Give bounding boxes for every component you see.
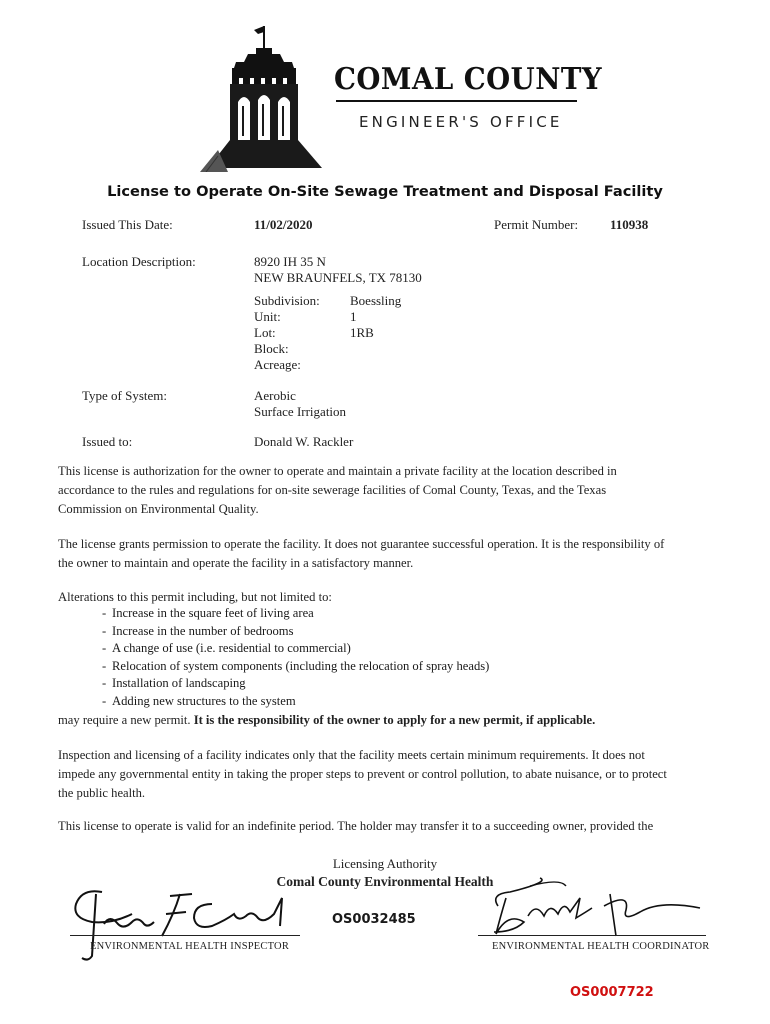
address-line-1: 8920 IH 35 N	[254, 254, 326, 269]
authorization-paragraph: This license is authorization for the owner to operate and maintain a private facility at the location described in accordance to the rules and regulations for on-site sewerage facilities of Comal County, Texas, and the Texas Commission on Environmental Quality.	[58, 464, 617, 516]
org-name-underline	[336, 100, 577, 102]
inspector-signature-line	[70, 935, 300, 936]
courthouse-tower-logo	[198, 22, 338, 172]
lot-label: Lot:	[254, 325, 276, 340]
inspector-signature	[62, 884, 302, 964]
coordinator-signature-line	[478, 935, 706, 936]
lot-value: 1RB	[350, 325, 374, 340]
system-type-label: Type of System:	[82, 388, 168, 403]
issued-to-value: Donald W. Rackler	[254, 434, 354, 449]
system-type-line-2: Surface Irrigation	[254, 404, 347, 419]
org-name: COMAL COUNTY	[334, 62, 603, 97]
unit-value: 1	[350, 309, 357, 324]
subdivision-value: Boessling	[350, 293, 402, 308]
permit-number-label: Permit Number:	[494, 217, 579, 232]
inspector-title: ENVIRONMENTAL HEALTH INSPECTOR	[90, 941, 290, 952]
validity-paragraph: This license to operate is valid for an indefinite period. The holder may transfer it to a succeeding owner, provided the	[58, 819, 654, 833]
list-item: - Increase in the number of bedrooms	[102, 623, 662, 641]
list-item: - Relocation of system components (including the relocation of spray heads)	[102, 658, 662, 676]
block-label: Block:	[254, 341, 289, 356]
owner-responsibility-note: It is the responsibility of the owner to apply for a new permit, if applicable.	[193, 713, 596, 727]
issued-to-label: Issued to:	[82, 434, 133, 449]
issued-date-label: Issued This Date:	[82, 217, 173, 232]
acreage-label: Acreage:	[254, 357, 301, 372]
list-item: - A change of use (i.e. residential to commercial)	[102, 640, 662, 658]
list-item: - Increase in the square feet of living area	[102, 605, 662, 623]
coordinator-license-stamp: OS0007722	[570, 985, 654, 1000]
alterations-intro: Alterations to this permit including, but not limited to:	[58, 590, 332, 604]
address-line-2: NEW BRAUNFELS, TX 78130	[254, 270, 422, 285]
inspector-license-stamp: OS0032485	[332, 912, 416, 927]
subdivision-label: Subdivision:	[254, 293, 320, 308]
unit-label: Unit:	[254, 309, 281, 324]
permission-paragraph: The license grants permission to operate the facility. It does not guarantee successful operation. It is the responsibility of the owner to maintain and operate the facility in a satisfactory manner.	[58, 537, 665, 570]
list-item: - Installation of landscaping	[102, 675, 662, 693]
licensing-authority-label: Licensing Authority	[332, 856, 438, 871]
coordinator-signature	[470, 872, 710, 942]
coordinator-title: ENVIRONMENTAL HEALTH COORDINATOR	[492, 941, 710, 952]
alterations-list	[102, 605, 662, 710]
location-label: Location Description:	[82, 254, 196, 269]
permit-number-value: 110938	[610, 217, 649, 232]
list-item: - Adding new structures to the system	[102, 693, 662, 711]
document-title: License to Operate On-Site Sewage Treatment and Disposal Facility	[107, 183, 663, 200]
org-subtitle: ENGINEER'S OFFICE	[359, 113, 563, 131]
alterations-close	[58, 711, 668, 730]
inspection-paragraph: Inspection and licensing of a facility indicates only that the facility meets certain minimum requirements. It does not impede any governmental entity in taking the proper steps to prevent or control pollution, to abate nuisance, or to protect the public health.	[58, 748, 667, 800]
licensing-authority-name: Comal County Environmental Health	[276, 874, 494, 889]
alterations-close-text: may require a new permit.	[58, 713, 191, 727]
issued-date-value: 11/02/2020	[254, 217, 313, 232]
system-type-line-1: Aerobic	[254, 388, 296, 403]
